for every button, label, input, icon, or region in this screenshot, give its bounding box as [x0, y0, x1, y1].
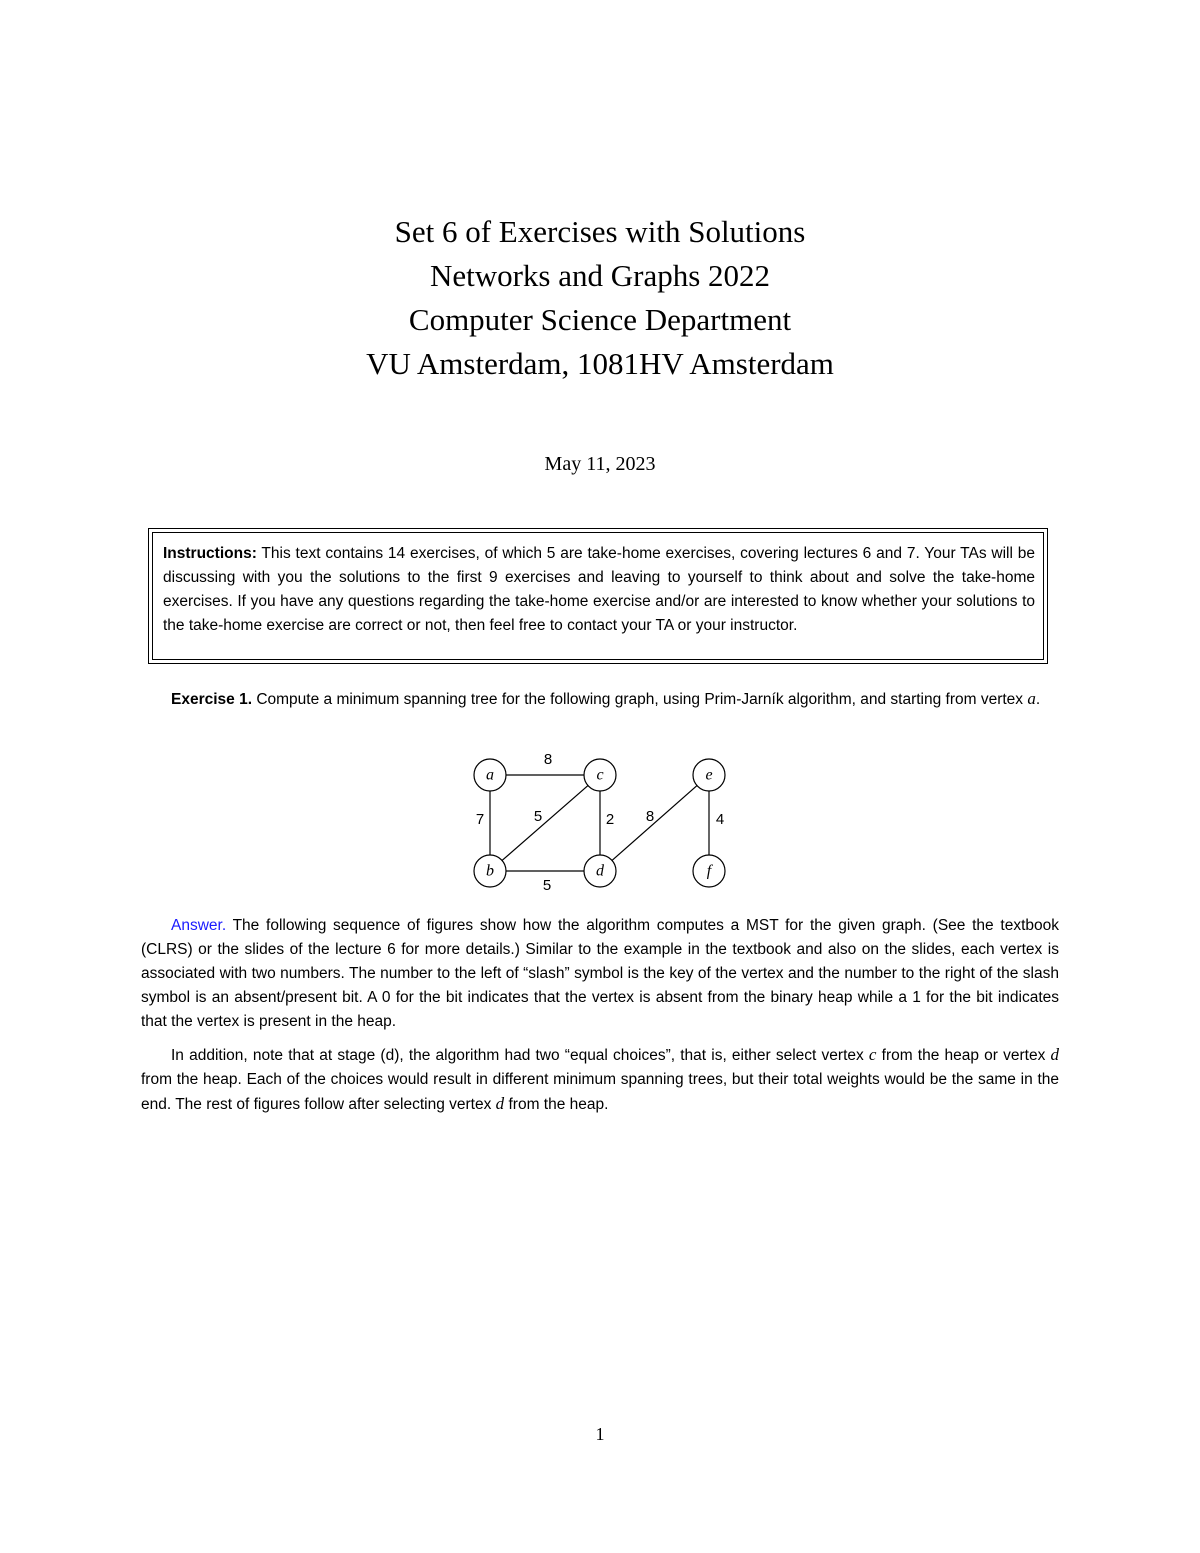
document-date: May 11, 2023 [544, 453, 656, 475]
edge-d-e [612, 786, 697, 861]
vertex-d [584, 855, 616, 887]
document-title [0, 210, 1200, 386]
answer-paragraph-1 [141, 914, 1059, 1034]
title-line-1: Set 6 of Exercises with Solutions [394, 214, 806, 249]
answer-text-2d: from the heap. [504, 1096, 609, 1113]
answer-vertex-d: d [1050, 1045, 1060, 1064]
answer-label: Answer. [171, 917, 227, 934]
vertex-label-c: c [596, 766, 604, 784]
weighted-graph [460, 742, 740, 892]
exercise-1-text: Compute a minimum spanning tree for the following graph, using Prim-Jarník algorithm, and starting from vertex [252, 691, 1028, 708]
vertex-b [474, 855, 506, 887]
vertex-f [693, 855, 725, 887]
answer-paragraph-2 [141, 1043, 1059, 1117]
instructions-inner [152, 532, 1044, 660]
answer-text-2c: from the heap. Each of the choices would result in different minimum spanning trees, but their total weights would be the same in the end. The rest of figures follow after selecting vertex [141, 1071, 1059, 1113]
edge-weight-b-d: 5 [542, 876, 552, 892]
vertex-label-a: a [486, 766, 494, 784]
page-number: 1 [595, 1424, 605, 1444]
exercise-1-start-vertex: a [1027, 689, 1036, 708]
answer-vertex-c: c [868, 1045, 877, 1064]
instructions-text: This text contains 14 exercises, of which 5 are take-home exercises, covering lectures 6 and 7. Your TAs will be discussing with you the solutions to the first 9 exercises and leaving to yourself to think about and solve the take-home exercises. If you have any questions regarding the take-home exercise and/or are interested to know whether your solutions to the take-home exercise are correct or not, then feel free to contact your TA or your instructor. [163, 545, 1035, 634]
vertex-label-b: b [486, 862, 494, 880]
edge-weight-a-c: 8 [543, 750, 553, 768]
edge-b-c [502, 786, 588, 861]
exercise-1-text-end: . [1035, 691, 1041, 708]
vertex-label-d: d [596, 862, 604, 880]
instructions-box [148, 528, 1048, 664]
exercise-1-label: Exercise 1. [171, 691, 253, 708]
vertex-c [584, 759, 616, 791]
exercise-1-statement [141, 687, 1059, 712]
edge-weight-b-c: 5 [533, 807, 543, 825]
edge-weight-c-d: 2 [605, 810, 615, 828]
vertex-e [693, 759, 725, 791]
answer-text-2b: from the heap or vertex [876, 1047, 1051, 1064]
vertex-label-f: f [706, 862, 712, 880]
answer-text-1: The following sequence of figures show how the algorithm computes a MST for the given graph. (See the textbook (CLRS) or the slides of the lecture 6 for more details.) Similar to the example in the textbook and also on the slides, each vertex is associated with two numbers. The number to the left of “slash” symbol is the key of the vertex and the number to the right of the slash symbol is an absent/present bit. A 0 for the bit indicates that the vertex is absent from the binary heap while a 1 for the bit indicates that the vertex is present in the heap. [141, 917, 1059, 1030]
edge-weight-a-b: 7 [475, 810, 485, 828]
answer-text-2a: In addition, note that at stage (d), the algorithm had two “equal choices”, that is, either select vertex [171, 1047, 869, 1064]
title-line-2: Networks and Graphs 2022 [429, 258, 771, 293]
edge-weight-e-f: 4 [715, 810, 725, 828]
instructions-label: Instructions: [163, 545, 257, 562]
edge-weight-d-e: 8 [645, 807, 655, 825]
title-line-3: Computer Science Department [408, 302, 792, 337]
title-line-4: VU Amsterdam, 1081HV Amsterdam [366, 346, 834, 381]
vertex-a [474, 759, 506, 791]
answer-vertex-d-2: d [495, 1094, 505, 1113]
vertex-label-e: e [705, 766, 713, 784]
